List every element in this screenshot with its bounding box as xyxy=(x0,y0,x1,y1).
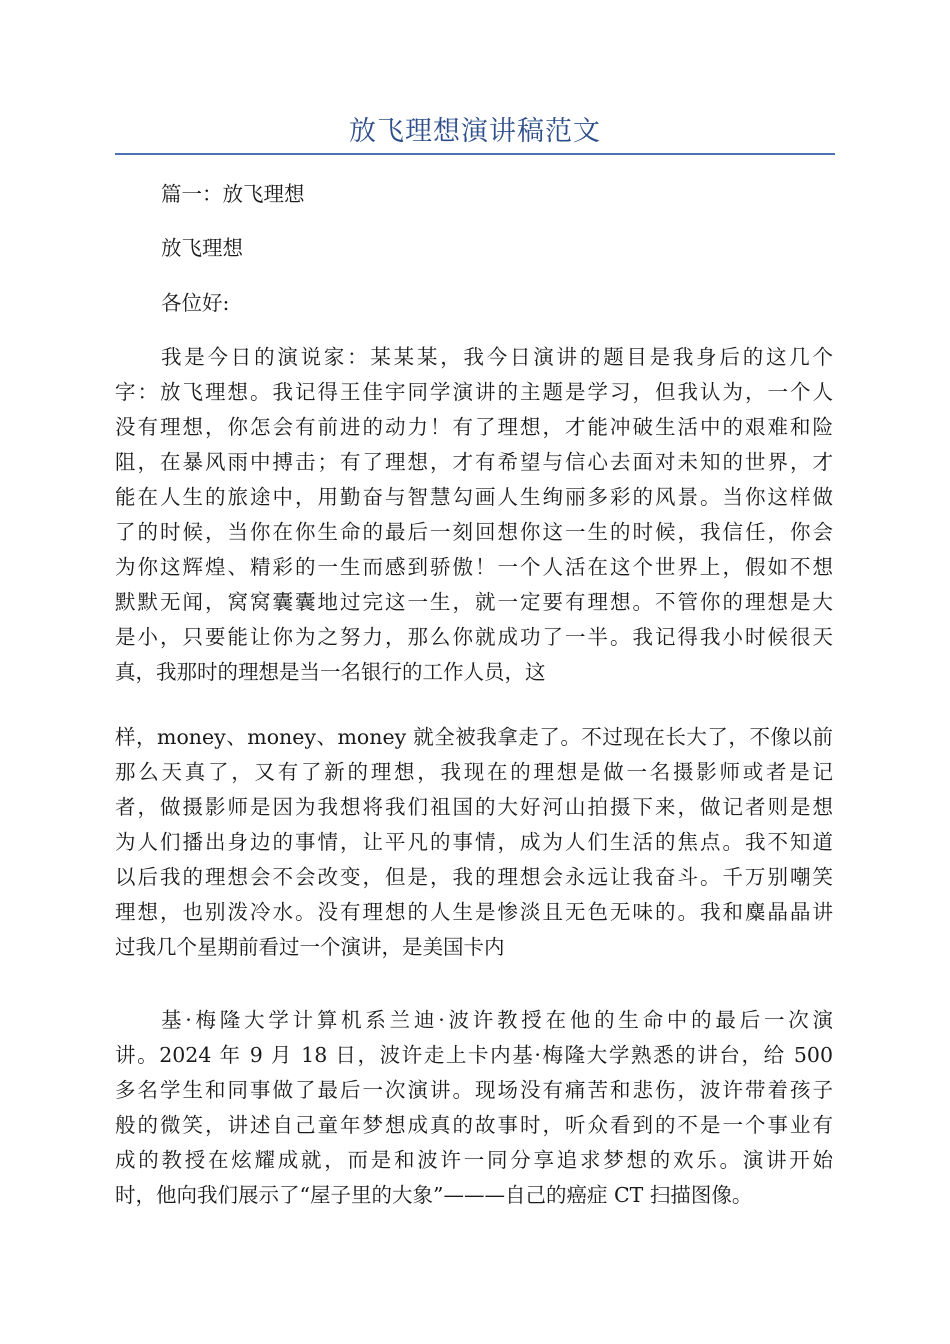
body-paragraph-3 xyxy=(115,1003,833,1213)
text-line: 能在人生的旅途中，用勤奋与智慧勾画人生绚丽多彩的风景。当你这样做 xyxy=(115,485,833,509)
text-line: 者，做摄影师是因为我想将我们祖国的大好河山拍摄下来，做记者则是想 xyxy=(115,795,833,819)
text-line: 成的教授在炫耀成就，而是和波许一同分享追求梦想的欢乐。演讲开始 xyxy=(115,1148,833,1172)
text-line: 时，他向我们展示了“屋子里的大象”———自己的癌症 CT 扫描图像。 xyxy=(115,1183,753,1207)
text-line: 没有理想，你怎会有前进的动力！有了理想，才能冲破生活中的艰难和险 xyxy=(115,415,833,439)
text-line: 那么天真了，又有了新的理想，我现在的理想是做一名摄影师或者是记 xyxy=(115,760,833,784)
section-heading: 篇一：放飞理想 xyxy=(161,182,305,206)
text-line: 为你这辉煌、精彩的一生而感到骄傲！一个人活在这个世界上，假如不想 xyxy=(115,555,833,579)
text-line: 默默无闻，窝窝囊囊地过完这一生，就一定要有理想。不管你的理想是大 xyxy=(115,590,833,614)
text-line: 为人们播出身边的事情，让平凡的事情，成为人们生活的焦点。我不知道 xyxy=(115,830,833,854)
greeting: 各位好: xyxy=(161,291,230,315)
text-line: 过我几个星期前看过一个演讲，是美国卡内 xyxy=(115,935,505,959)
text-line: 基·梅隆大学计算机系兰迪·波许教授在他的生命中的最后一次演 xyxy=(161,1008,833,1032)
text-line: 以后我的理想会不会改变，但是，我的理想会永远让我奋斗。千万别嘲笑 xyxy=(115,865,833,889)
body-paragraph-1 xyxy=(115,340,833,690)
text-line: 字：放飞理想。我记得王佳宇同学演讲的主题是学习，但我认为，一个人 xyxy=(115,380,833,404)
body-paragraph-2 xyxy=(115,720,833,965)
text-line: 我是今日的演说家：某某某，我今日演讲的题目是我身后的这几个 xyxy=(161,345,833,369)
text-line: 多名学生和同事做了最后一次演讲。现场没有痛苦和悲伤，波许带着孩子 xyxy=(115,1078,833,1102)
text-line: 阻，在暴风雨中搏击；有了理想，才有希望与信心去面对未知的世界，才 xyxy=(115,450,833,474)
text-line: 了的时候，当你在你生命的最后一刻回想你这一生的时候，我信任，你会 xyxy=(115,520,833,544)
text-line: 是小，只要能让你为之努力，那么你就成功了一半。我记得我小时候很天 xyxy=(115,625,833,649)
text-line: 样，money、money、money 就全被我拿走了。不过现在长大了，不像以前 xyxy=(115,725,833,749)
text-line: 真，我那时的理想是当一名银行的工作人员，这 xyxy=(115,660,546,684)
text-line: 理想，也别泼冷水。没有理想的人生是惨淡且无色无味的。我和麋晶晶讲 xyxy=(115,900,833,924)
title-underline xyxy=(115,153,835,155)
speech-title: 放飞理想 xyxy=(161,236,243,260)
text-line: 般的微笑，讲述自己童年梦想成真的故事时，听众看到的不是一个事业有 xyxy=(115,1113,833,1137)
text-line: 讲。2024 年 9 月 18 日，波许走上卡内基·梅隆大学熟悉的讲台，给 500 xyxy=(115,1043,833,1067)
document-title: 放飞理想演讲稿范文 xyxy=(349,116,601,147)
